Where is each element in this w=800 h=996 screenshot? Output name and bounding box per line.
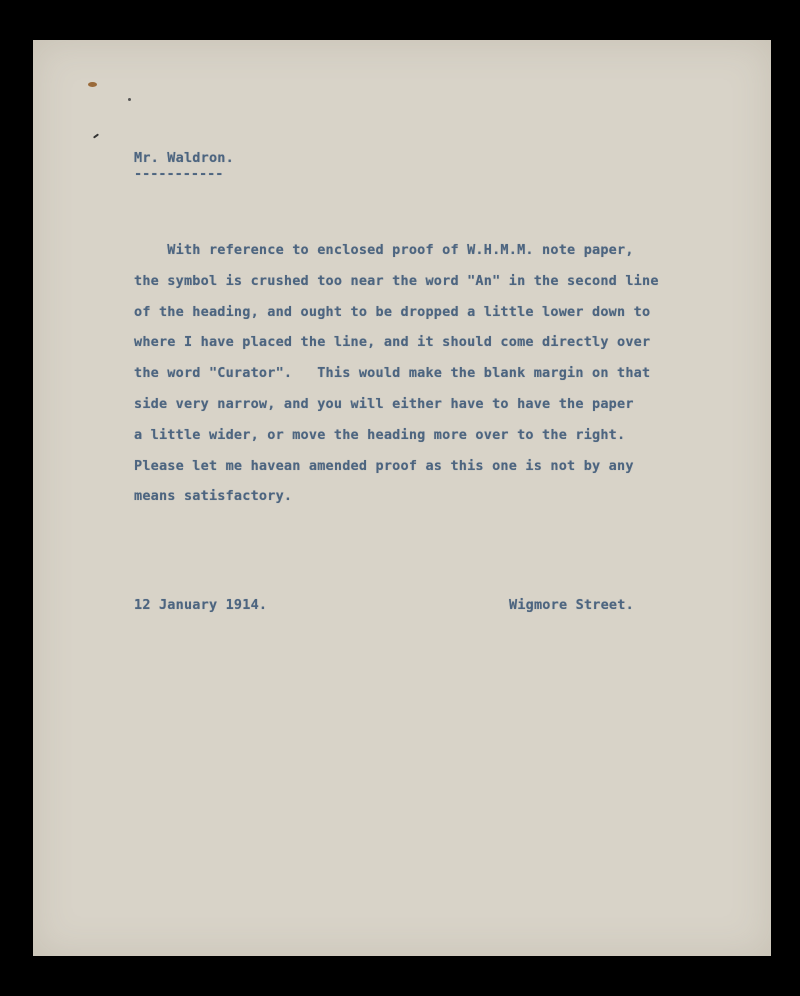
letter-date: 12 January 1914.	[134, 597, 268, 613]
rust-spot	[88, 82, 97, 87]
pencil-mark	[93, 133, 99, 138]
letter-sheet	[33, 40, 771, 956]
ink-speck	[128, 98, 131, 101]
body-line: means satisfactory.	[134, 488, 293, 504]
body-line: side very narrow, and you will either have to have the paper	[134, 396, 634, 412]
body-line: a little wider, or move the heading more over to the right.	[134, 427, 626, 443]
body-line: the symbol is crushed too near the word "An" in the second line	[134, 273, 659, 289]
body-line: where I have placed the line, and it should come directly over	[134, 334, 651, 350]
addressee-underline: -----------	[134, 166, 224, 182]
body-line: Please let me havean amended proof as this one is not by any	[134, 458, 634, 474]
body-line: With reference to enclosed proof of W.H.M.M. note paper,	[134, 242, 634, 258]
body-line: the word "Curator". This would make the blank margin on that	[134, 365, 651, 381]
addressee: Mr. Waldron.	[134, 150, 234, 166]
letter-place: Wigmore Street.	[509, 597, 634, 613]
body-line: of the heading, and ought to be dropped a little lower down to	[134, 304, 651, 320]
